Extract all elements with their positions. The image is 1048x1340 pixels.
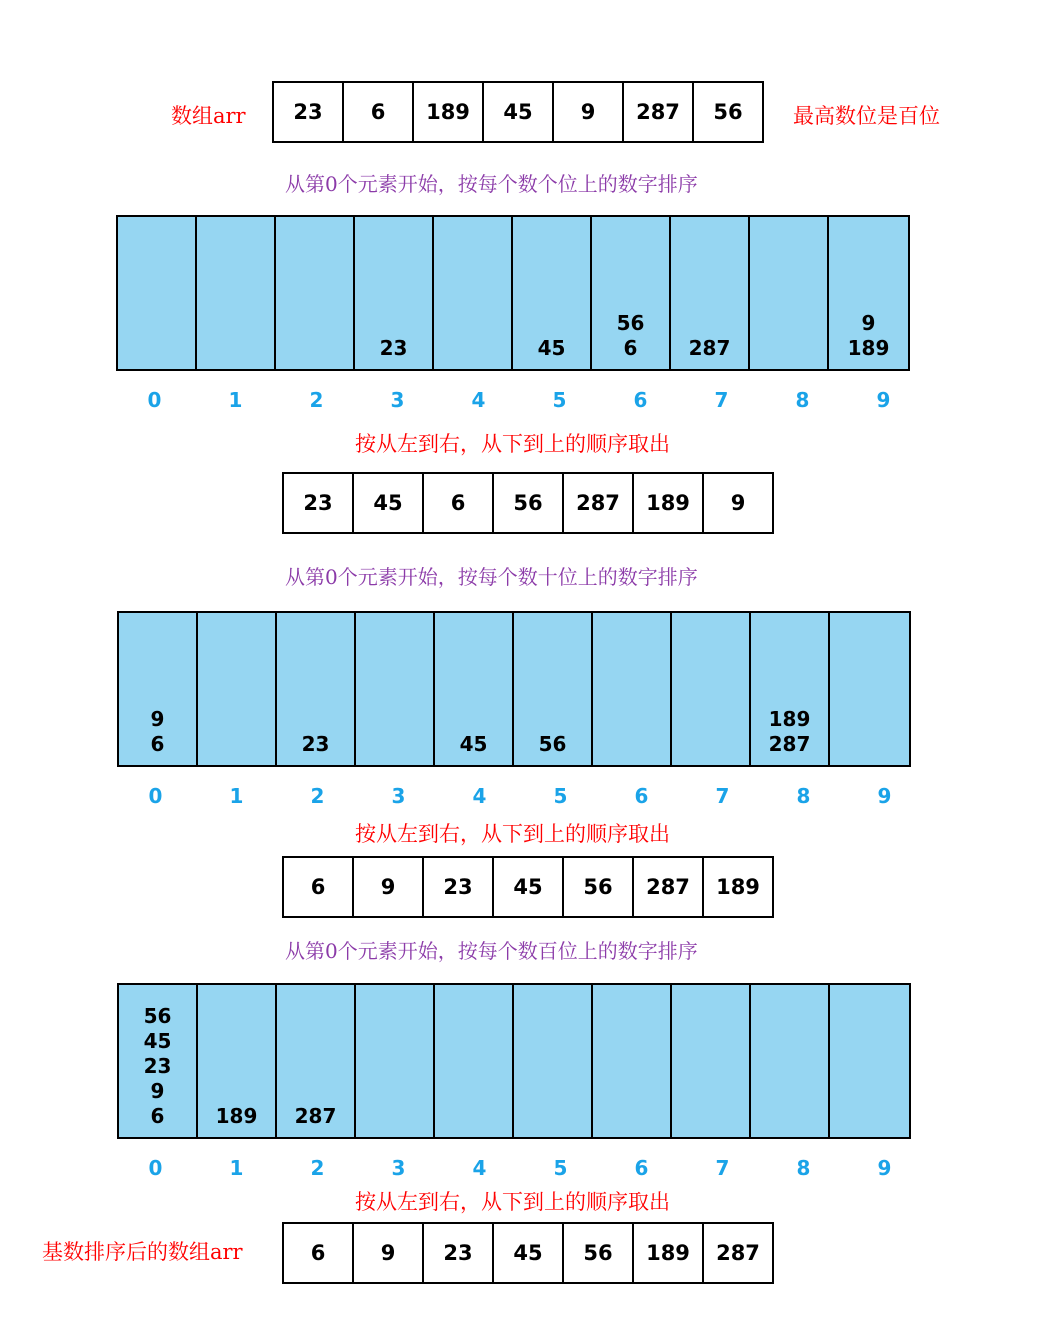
array-cell: 287 <box>634 858 704 916</box>
array-cell: 45 <box>484 83 554 141</box>
array-cell: 23 <box>274 83 344 141</box>
pass-2-instruction: 从第0个元素开始，按每个数十位上的数字排序 <box>285 565 698 589</box>
bucket-index: 7 <box>715 1156 730 1180</box>
bucket-number: 287 <box>294 1104 337 1128</box>
bucket-4 <box>434 217 513 369</box>
array-cell: 189 <box>716 875 760 899</box>
bucket-number: 9 <box>150 1079 165 1103</box>
bucket-number: 6 <box>150 732 165 756</box>
array-cell: 45 <box>494 858 564 916</box>
array-cell: 23 <box>424 1224 494 1282</box>
array-cell: 9 <box>354 858 424 916</box>
bucket-index: 4 <box>472 1156 487 1180</box>
bucket-index: 9 <box>877 784 892 808</box>
array-cell: 6 <box>284 1224 354 1282</box>
array-cell: 56 <box>564 1224 634 1282</box>
pass-1-result-array <box>282 472 774 534</box>
highest-digit-note: 最高数位是百位 <box>793 104 940 128</box>
bucket-number: 56 <box>616 311 645 335</box>
pass-3-bucket-indices <box>115 1156 925 1180</box>
array-cell: 9 <box>354 1224 424 1282</box>
bucket-index: 2 <box>309 388 324 412</box>
pass-2-buckets <box>117 611 911 767</box>
bucket-index: 7 <box>715 784 730 808</box>
bucket-index: 8 <box>795 388 810 412</box>
bucket-index: 5 <box>553 1156 568 1180</box>
bucket-6 <box>592 217 671 369</box>
bucket-index: 1 <box>228 388 243 412</box>
array-cell: 56 <box>494 474 564 532</box>
bucket-index: 6 <box>633 388 648 412</box>
array-cell: 23 <box>424 858 494 916</box>
bucket-5 <box>514 613 593 765</box>
array-cell: 9 <box>730 491 746 515</box>
bucket-1 <box>197 217 276 369</box>
bucket-1 <box>198 985 277 1137</box>
bucket-index: 4 <box>471 388 486 412</box>
bucket-6 <box>593 613 672 765</box>
array-cell: 56 <box>713 100 743 124</box>
bucket-0 <box>118 217 197 369</box>
pass-2-bucket-indices <box>115 784 925 808</box>
bucket-number: 9 <box>150 707 165 731</box>
bucket-index: 3 <box>391 1156 406 1180</box>
bucket-9 <box>829 217 908 369</box>
bucket-index: 6 <box>634 784 649 808</box>
pass-1-buckets <box>116 215 910 371</box>
bucket-number: 287 <box>688 336 731 360</box>
bucket-3 <box>355 217 434 369</box>
bucket-index: 2 <box>310 784 325 808</box>
array-cell: 6 <box>284 858 354 916</box>
array-cell: 189 <box>634 474 704 532</box>
pass-2-collect-note: 按从左到右，从下到上的顺序取出 <box>355 822 670 846</box>
bucket-index: 0 <box>147 388 162 412</box>
array-label: 数组arr <box>171 104 246 128</box>
bucket-index: 3 <box>390 388 405 412</box>
bucket-6 <box>593 985 672 1137</box>
pass-3-buckets <box>117 983 911 1139</box>
bucket-number: 23 <box>143 1054 172 1078</box>
bucket-index: 6 <box>634 1156 649 1180</box>
final-sorted-array <box>282 1222 774 1284</box>
bucket-5 <box>514 985 593 1137</box>
bucket-number: 6 <box>150 1104 165 1128</box>
array-cell: 23 <box>284 474 354 532</box>
bucket-7 <box>672 985 751 1137</box>
bucket-index: 8 <box>796 784 811 808</box>
initial-array <box>272 81 764 143</box>
bucket-9 <box>830 613 909 765</box>
bucket-number: 23 <box>379 336 408 360</box>
bucket-2 <box>277 985 356 1137</box>
bucket-number: 287 <box>768 732 811 756</box>
bucket-index: 4 <box>472 784 487 808</box>
bucket-number: 45 <box>143 1029 172 1053</box>
bucket-number: 56 <box>538 732 567 756</box>
bucket-index: 0 <box>148 784 163 808</box>
pass-1-bucket-indices <box>114 388 924 412</box>
array-cell: 45 <box>354 474 424 532</box>
bucket-index: 5 <box>553 784 568 808</box>
bucket-9 <box>830 985 909 1137</box>
bucket-index: 9 <box>877 1156 892 1180</box>
bucket-number: 45 <box>537 336 566 360</box>
bucket-number: 9 <box>861 311 876 335</box>
bucket-8 <box>750 217 829 369</box>
pass-3-instruction: 从第0个元素开始，按每个数百位上的数字排序 <box>285 939 698 963</box>
final-array-label: 基数排序后的数组arr <box>42 1240 243 1264</box>
bucket-4 <box>435 985 514 1137</box>
array-cell: 189 <box>634 1224 704 1282</box>
bucket-3 <box>356 613 435 765</box>
bucket-index: 1 <box>229 784 244 808</box>
bucket-2 <box>276 217 355 369</box>
array-cell: 56 <box>564 858 634 916</box>
bucket-index: 7 <box>714 388 729 412</box>
bucket-0 <box>119 985 198 1137</box>
pass-1-collect-note: 按从左到右，从下到上的顺序取出 <box>355 432 670 456</box>
bucket-7 <box>671 217 750 369</box>
bucket-number: 23 <box>301 732 330 756</box>
pass-2-result-array <box>282 856 774 918</box>
bucket-number: 189 <box>215 1104 258 1128</box>
bucket-number: 45 <box>459 732 488 756</box>
bucket-3 <box>356 985 435 1137</box>
bucket-7 <box>672 613 751 765</box>
bucket-2 <box>277 613 356 765</box>
pass-3-collect-note: 按从左到右，从下到上的顺序取出 <box>355 1190 670 1214</box>
bucket-1 <box>198 613 277 765</box>
bucket-number: 189 <box>768 707 811 731</box>
array-cell: 287 <box>564 474 634 532</box>
bucket-4 <box>435 613 514 765</box>
bucket-index: 0 <box>148 1156 163 1180</box>
bucket-8 <box>751 613 830 765</box>
bucket-index: 2 <box>310 1156 325 1180</box>
bucket-0 <box>119 613 198 765</box>
pass-1-instruction: 从第0个元素开始，按每个数个位上的数字排序 <box>285 172 698 196</box>
bucket-index: 5 <box>552 388 567 412</box>
bucket-index: 8 <box>796 1156 811 1180</box>
array-cell: 287 <box>716 1241 760 1265</box>
array-cell: 45 <box>494 1224 564 1282</box>
array-cell: 287 <box>624 83 694 141</box>
bucket-5 <box>513 217 592 369</box>
array-cell: 189 <box>414 83 484 141</box>
bucket-index: 3 <box>391 784 406 808</box>
array-cell: 6 <box>424 474 494 532</box>
bucket-number: 189 <box>847 336 890 360</box>
bucket-number: 6 <box>623 336 638 360</box>
bucket-8 <box>751 985 830 1137</box>
array-cell: 6 <box>344 83 414 141</box>
bucket-index: 9 <box>876 388 891 412</box>
array-cell: 9 <box>554 83 624 141</box>
bucket-index: 1 <box>229 1156 244 1180</box>
bucket-number: 56 <box>143 1004 172 1028</box>
